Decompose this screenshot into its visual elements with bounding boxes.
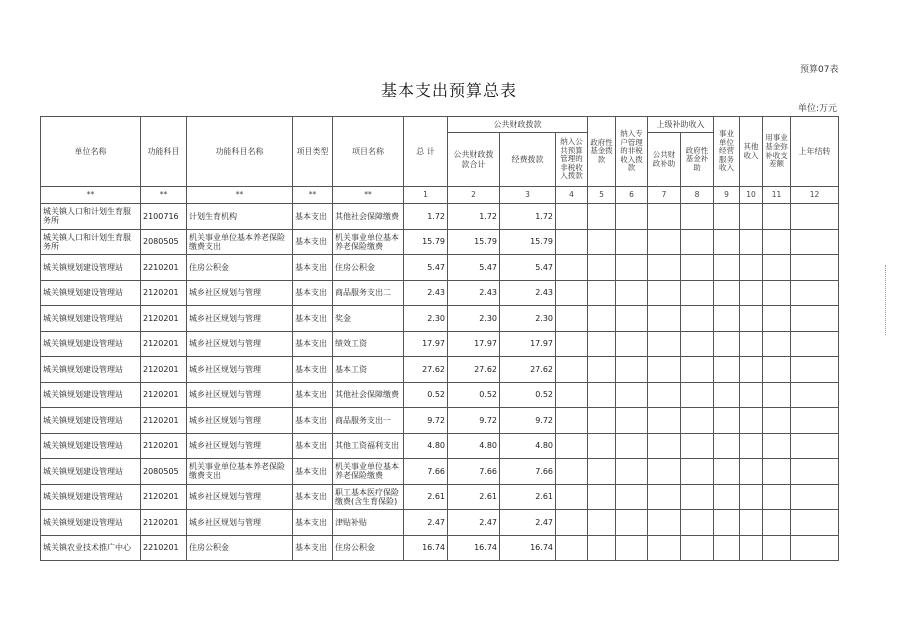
public-total-cell: 16.74 — [448, 535, 500, 561]
func-code-cell: 2120201 — [141, 484, 187, 510]
unit-name-cell: 城关镇规划建设管理站 — [41, 306, 141, 332]
header-public-budget: 公共财政拨款 — [448, 117, 588, 133]
func-name-cell: 住房公积金 — [187, 535, 293, 561]
empty-cell — [681, 357, 714, 383]
unit-name-cell: 城关镇规划建设管理站 — [41, 433, 141, 459]
table-row — [41, 204, 839, 230]
public-total-cell: 15.79 — [448, 229, 500, 255]
empty-cell — [648, 535, 681, 561]
item-name-cell: 职工基本医疗保险缴费(含生育保险) — [333, 484, 404, 510]
empty-cell — [616, 357, 648, 383]
item-type-cell: 基本支出 — [293, 484, 333, 510]
public-total-cell: 7.66 — [448, 459, 500, 485]
funding-cell: 2.43 — [500, 280, 556, 306]
table-row — [41, 306, 839, 332]
total-cell: 9.72 — [404, 408, 448, 434]
item-name-cell: 津贴补贴 — [333, 510, 404, 536]
empty-cell — [714, 408, 740, 434]
funding-cell: 9.72 — [500, 408, 556, 434]
public-total-cell: 2.61 — [448, 484, 500, 510]
empty-cell — [740, 408, 763, 434]
funding-cell: 4.80 — [500, 433, 556, 459]
empty-cell — [556, 459, 588, 485]
table-row — [41, 433, 839, 459]
funding-cell: 5.47 — [500, 255, 556, 281]
item-type-cell: 基本支出 — [293, 433, 333, 459]
unit-name-cell: 城关镇规划建设管理站 — [41, 459, 141, 485]
empty-cell — [714, 331, 740, 357]
empty-cell — [763, 408, 791, 434]
empty-cell — [681, 484, 714, 510]
item-name-cell: 其他社会保障缴费 — [333, 204, 404, 230]
empty-cell — [616, 535, 648, 561]
empty-cell — [740, 357, 763, 383]
empty-cell — [791, 331, 839, 357]
empty-cell — [648, 510, 681, 536]
table-row — [41, 408, 839, 434]
empty-cell — [648, 357, 681, 383]
table-row — [41, 510, 839, 536]
func-name-cell: 城乡社区规划与管理 — [187, 357, 293, 383]
header-nontax: 纳入公共预算管理的非税收入拨款 — [556, 133, 588, 187]
empty-cell — [791, 408, 839, 434]
code-cell: 9 — [714, 187, 740, 204]
code-cell: 2 — [448, 187, 500, 204]
empty-cell — [648, 459, 681, 485]
code-cell: 4 — [556, 187, 588, 204]
empty-cell — [714, 255, 740, 281]
empty-cell — [556, 408, 588, 434]
header-item-type: 项目类型 — [293, 117, 333, 187]
public-total-cell: 17.97 — [448, 331, 500, 357]
empty-cell — [714, 484, 740, 510]
header-special-nontax: 纳入专户管理的非税收入拨款 — [616, 117, 648, 187]
total-cell: 27.62 — [404, 357, 448, 383]
empty-cell — [588, 229, 616, 255]
table-row — [41, 331, 839, 357]
func-name-cell: 城乡社区规划与管理 — [187, 484, 293, 510]
code-cell: 6 — [616, 187, 648, 204]
code-cell: 11 — [763, 187, 791, 204]
empty-cell — [714, 357, 740, 383]
unit-name-cell: 城关镇规划建设管理站 — [41, 382, 141, 408]
empty-cell — [588, 433, 616, 459]
func-name-cell: 城乡社区规划与管理 — [187, 433, 293, 459]
empty-cell — [616, 280, 648, 306]
total-cell: 1.72 — [404, 204, 448, 230]
empty-cell — [588, 357, 616, 383]
empty-cell — [556, 255, 588, 281]
item-type-cell: 基本支出 — [293, 459, 333, 485]
empty-cell — [763, 255, 791, 281]
empty-cell — [763, 459, 791, 485]
total-cell: 2.30 — [404, 306, 448, 332]
empty-cell — [648, 280, 681, 306]
empty-cell — [616, 382, 648, 408]
table-row — [41, 229, 839, 255]
func-code-cell: 2210201 — [141, 255, 187, 281]
funding-cell: 17.97 — [500, 331, 556, 357]
total-cell: 15.79 — [404, 229, 448, 255]
empty-cell — [714, 535, 740, 561]
header-item-name: 项目名称 — [333, 117, 404, 187]
header-unit-name: 单位名称 — [41, 117, 141, 187]
empty-cell — [740, 255, 763, 281]
empty-cell — [681, 382, 714, 408]
func-name-cell: 城乡社区规划与管理 — [187, 306, 293, 332]
empty-cell — [588, 510, 616, 536]
unit-name-cell: 城关镇人口和计划生育服务所 — [41, 229, 141, 255]
funding-cell: 27.62 — [500, 357, 556, 383]
public-total-cell: 2.30 — [448, 306, 500, 332]
unit-name-cell: 城关镇规划建设管理站 — [41, 331, 141, 357]
empty-cell — [648, 408, 681, 434]
empty-cell — [763, 331, 791, 357]
item-type-cell: 基本支出 — [293, 357, 333, 383]
empty-cell — [763, 204, 791, 230]
empty-cell — [556, 306, 588, 332]
func-code-cell: 2100716 — [141, 204, 187, 230]
header-total: 总 计 — [404, 117, 448, 187]
item-type-cell: 基本支出 — [293, 280, 333, 306]
budget-table — [40, 116, 839, 561]
func-code-cell: 2210201 — [141, 535, 187, 561]
funding-cell: 2.47 — [500, 510, 556, 536]
code-cell: ** — [141, 187, 187, 204]
unit-name-cell: 城关镇规划建设管理站 — [41, 408, 141, 434]
code-cell: 12 — [791, 187, 839, 204]
item-name-cell: 绩效工资 — [333, 331, 404, 357]
func-code-cell: 2080505 — [141, 459, 187, 485]
empty-cell — [588, 331, 616, 357]
code-cell: 10 — [740, 187, 763, 204]
empty-cell — [763, 306, 791, 332]
empty-cell — [556, 229, 588, 255]
empty-cell — [616, 510, 648, 536]
total-cell: 7.66 — [404, 459, 448, 485]
empty-cell — [556, 382, 588, 408]
empty-cell — [740, 204, 763, 230]
empty-cell — [616, 255, 648, 281]
empty-cell — [648, 382, 681, 408]
empty-cell — [763, 229, 791, 255]
empty-cell — [791, 204, 839, 230]
item-name-cell: 机关事业单位基本养老保险缴费 — [333, 459, 404, 485]
form-number: 预算07表 — [800, 65, 839, 75]
item-name-cell: 商品服务支出二 — [333, 280, 404, 306]
empty-cell — [648, 484, 681, 510]
public-total-cell: 0.52 — [448, 382, 500, 408]
header-carryover: 上年结转 — [791, 117, 839, 187]
unit-label: 单位:万元 — [798, 104, 838, 114]
empty-cell — [740, 382, 763, 408]
empty-cell — [763, 484, 791, 510]
item-name-cell: 其他工资福利支出 — [333, 433, 404, 459]
func-code-cell: 2120201 — [141, 357, 187, 383]
empty-cell — [714, 229, 740, 255]
funding-cell: 16.74 — [500, 535, 556, 561]
empty-cell — [648, 433, 681, 459]
empty-cell — [740, 535, 763, 561]
empty-cell — [616, 204, 648, 230]
unit-name-cell: 城关镇规划建设管理站 — [41, 510, 141, 536]
func-code-cell: 2120201 — [141, 382, 187, 408]
empty-cell — [588, 204, 616, 230]
empty-cell — [763, 510, 791, 536]
empty-cell — [588, 535, 616, 561]
item-name-cell: 住房公积金 — [333, 535, 404, 561]
func-code-cell: 2120201 — [141, 331, 187, 357]
empty-cell — [791, 535, 839, 561]
empty-cell — [763, 535, 791, 561]
table-row — [41, 484, 839, 510]
code-cell: ** — [187, 187, 293, 204]
empty-cell — [740, 484, 763, 510]
empty-cell — [714, 306, 740, 332]
empty-cell — [616, 229, 648, 255]
empty-cell — [714, 382, 740, 408]
empty-cell — [714, 204, 740, 230]
empty-cell — [681, 229, 714, 255]
empty-cell — [791, 229, 839, 255]
unit-name-cell: 城关镇规划建设管理站 — [41, 484, 141, 510]
empty-cell — [791, 306, 839, 332]
funding-cell: 2.30 — [500, 306, 556, 332]
item-name-cell: 奖金 — [333, 306, 404, 332]
empty-cell — [763, 433, 791, 459]
code-cell: ** — [333, 187, 404, 204]
total-cell: 16.74 — [404, 535, 448, 561]
header-superior-public: 公共财政补助 — [648, 133, 681, 187]
empty-cell — [648, 331, 681, 357]
item-name-cell: 基本工资 — [333, 357, 404, 383]
func-name-cell: 住房公积金 — [187, 255, 293, 281]
unit-name-cell: 城关镇农业技术推广中心 — [41, 535, 141, 561]
empty-cell — [740, 280, 763, 306]
table-body — [41, 204, 839, 561]
empty-cell — [681, 433, 714, 459]
code-cell: 8 — [681, 187, 714, 204]
total-cell: 2.43 — [404, 280, 448, 306]
func-name-cell: 计划生育机构 — [187, 204, 293, 230]
empty-cell — [791, 459, 839, 485]
empty-cell — [648, 306, 681, 332]
header-gov-fund: 政府性基金拨款 — [588, 117, 616, 187]
funding-cell: 1.72 — [500, 204, 556, 230]
total-cell: 17.97 — [404, 331, 448, 357]
code-cell: 3 — [500, 187, 556, 204]
unit-name-cell: 城关镇规划建设管理站 — [41, 255, 141, 281]
empty-cell — [681, 331, 714, 357]
func-name-cell: 城乡社区规划与管理 — [187, 280, 293, 306]
item-type-cell: 基本支出 — [293, 204, 333, 230]
total-cell: 2.61 — [404, 484, 448, 510]
public-total-cell: 1.72 — [448, 204, 500, 230]
empty-cell — [588, 459, 616, 485]
code-cell: ** — [41, 187, 141, 204]
code-cell: 1 — [404, 187, 448, 204]
empty-cell — [681, 408, 714, 434]
empty-cell — [714, 280, 740, 306]
empty-cell — [763, 280, 791, 306]
func-name-cell: 机关事业单位基本养老保险缴费支出 — [187, 229, 293, 255]
empty-cell — [588, 484, 616, 510]
empty-cell — [556, 204, 588, 230]
empty-cell — [648, 204, 681, 230]
column-code-row — [41, 187, 839, 204]
empty-cell — [616, 408, 648, 434]
header-public-total: 公共财政拨款合计 — [448, 133, 500, 187]
header-func-code: 功能科目 — [141, 117, 187, 187]
item-type-cell: 基本支出 — [293, 535, 333, 561]
empty-cell — [616, 433, 648, 459]
func-code-cell: 2120201 — [141, 408, 187, 434]
item-name-cell: 住房公积金 — [333, 255, 404, 281]
scan-artifact — [885, 265, 888, 335]
total-cell: 4.80 — [404, 433, 448, 459]
empty-cell — [714, 510, 740, 536]
func-code-cell: 2120201 — [141, 510, 187, 536]
table-row — [41, 357, 839, 383]
empty-cell — [740, 306, 763, 332]
total-cell: 5.47 — [404, 255, 448, 281]
empty-cell — [791, 433, 839, 459]
empty-cell — [648, 255, 681, 281]
item-type-cell: 基本支出 — [293, 510, 333, 536]
empty-cell — [681, 255, 714, 281]
empty-cell — [588, 382, 616, 408]
public-total-cell: 4.80 — [448, 433, 500, 459]
empty-cell — [740, 459, 763, 485]
empty-cell — [556, 357, 588, 383]
public-total-cell: 9.72 — [448, 408, 500, 434]
code-cell: ** — [293, 187, 333, 204]
total-cell: 0.52 — [404, 382, 448, 408]
empty-cell — [740, 229, 763, 255]
empty-cell — [681, 306, 714, 332]
empty-cell — [556, 433, 588, 459]
item-name-cell: 其他社会保障缴费 — [333, 382, 404, 408]
table-row — [41, 459, 839, 485]
empty-cell — [681, 459, 714, 485]
empty-cell — [588, 255, 616, 281]
empty-cell — [648, 229, 681, 255]
empty-cell — [588, 408, 616, 434]
funding-cell: 7.66 — [500, 459, 556, 485]
empty-cell — [616, 331, 648, 357]
funding-cell: 0.52 — [500, 382, 556, 408]
empty-cell — [714, 459, 740, 485]
empty-cell — [714, 433, 740, 459]
header-fund-balance: 用事业基金弥补收支差额 — [763, 117, 791, 187]
header-superior-subsidy: 上级补助收入 — [648, 117, 714, 133]
empty-cell — [681, 280, 714, 306]
total-cell: 2.47 — [404, 510, 448, 536]
header-funding: 经费拨款 — [500, 133, 556, 187]
header-service-income: 事业单位经营服务收入 — [714, 117, 740, 187]
empty-cell — [791, 255, 839, 281]
empty-cell — [791, 510, 839, 536]
empty-cell — [588, 306, 616, 332]
func-name-cell: 城乡社区规划与管理 — [187, 510, 293, 536]
funding-cell: 15.79 — [500, 229, 556, 255]
code-cell: 7 — [648, 187, 681, 204]
unit-name-cell: 城关镇人口和计划生育服务所 — [41, 204, 141, 230]
header-other-income: 其他收入 — [740, 117, 763, 187]
func-code-cell: 2120201 — [141, 280, 187, 306]
item-type-cell: 基本支出 — [293, 255, 333, 281]
empty-cell — [681, 204, 714, 230]
table-row — [41, 280, 839, 306]
empty-cell — [763, 357, 791, 383]
header-superior-gov-fund: 政府性基金补助 — [681, 133, 714, 187]
empty-cell — [556, 484, 588, 510]
item-type-cell: 基本支出 — [293, 382, 333, 408]
empty-cell — [556, 535, 588, 561]
empty-cell — [556, 331, 588, 357]
empty-cell — [740, 433, 763, 459]
table-row — [41, 535, 839, 561]
empty-cell — [588, 280, 616, 306]
empty-cell — [763, 382, 791, 408]
page-title: 基本支出预算总表 — [380, 81, 517, 100]
empty-cell — [791, 357, 839, 383]
item-name-cell: 机关事业单位基本养老保险缴费 — [333, 229, 404, 255]
func-code-cell: 2120201 — [141, 306, 187, 332]
public-total-cell: 27.62 — [448, 357, 500, 383]
empty-cell — [791, 280, 839, 306]
func-name-cell: 城乡社区规划与管理 — [187, 382, 293, 408]
public-total-cell: 2.47 — [448, 510, 500, 536]
func-name-cell: 城乡社区规划与管理 — [187, 408, 293, 434]
empty-cell — [681, 535, 714, 561]
empty-cell — [791, 382, 839, 408]
empty-cell — [616, 484, 648, 510]
item-type-cell: 基本支出 — [293, 408, 333, 434]
func-name-cell: 机关事业单位基本养老保险缴费支出 — [187, 459, 293, 485]
funding-cell: 2.61 — [500, 484, 556, 510]
item-name-cell: 商品服务支出一 — [333, 408, 404, 434]
func-code-cell: 2120201 — [141, 433, 187, 459]
public-total-cell: 2.43 — [448, 280, 500, 306]
header-func-name: 功能科目名称 — [187, 117, 293, 187]
table-row — [41, 255, 839, 281]
item-type-cell: 基本支出 — [293, 331, 333, 357]
empty-cell — [791, 484, 839, 510]
empty-cell — [740, 510, 763, 536]
func-name-cell: 城乡社区规划与管理 — [187, 331, 293, 357]
func-code-cell: 2080505 — [141, 229, 187, 255]
code-cell: 5 — [588, 187, 616, 204]
public-total-cell: 5.47 — [448, 255, 500, 281]
unit-name-cell: 城关镇规划建设管理站 — [41, 280, 141, 306]
empty-cell — [740, 331, 763, 357]
empty-cell — [616, 459, 648, 485]
item-type-cell: 基本支出 — [293, 229, 333, 255]
empty-cell — [616, 306, 648, 332]
empty-cell — [681, 510, 714, 536]
item-type-cell: 基本支出 — [293, 306, 333, 332]
table-row — [41, 382, 839, 408]
empty-cell — [556, 280, 588, 306]
unit-name-cell: 城关镇规划建设管理站 — [41, 357, 141, 383]
empty-cell — [556, 510, 588, 536]
